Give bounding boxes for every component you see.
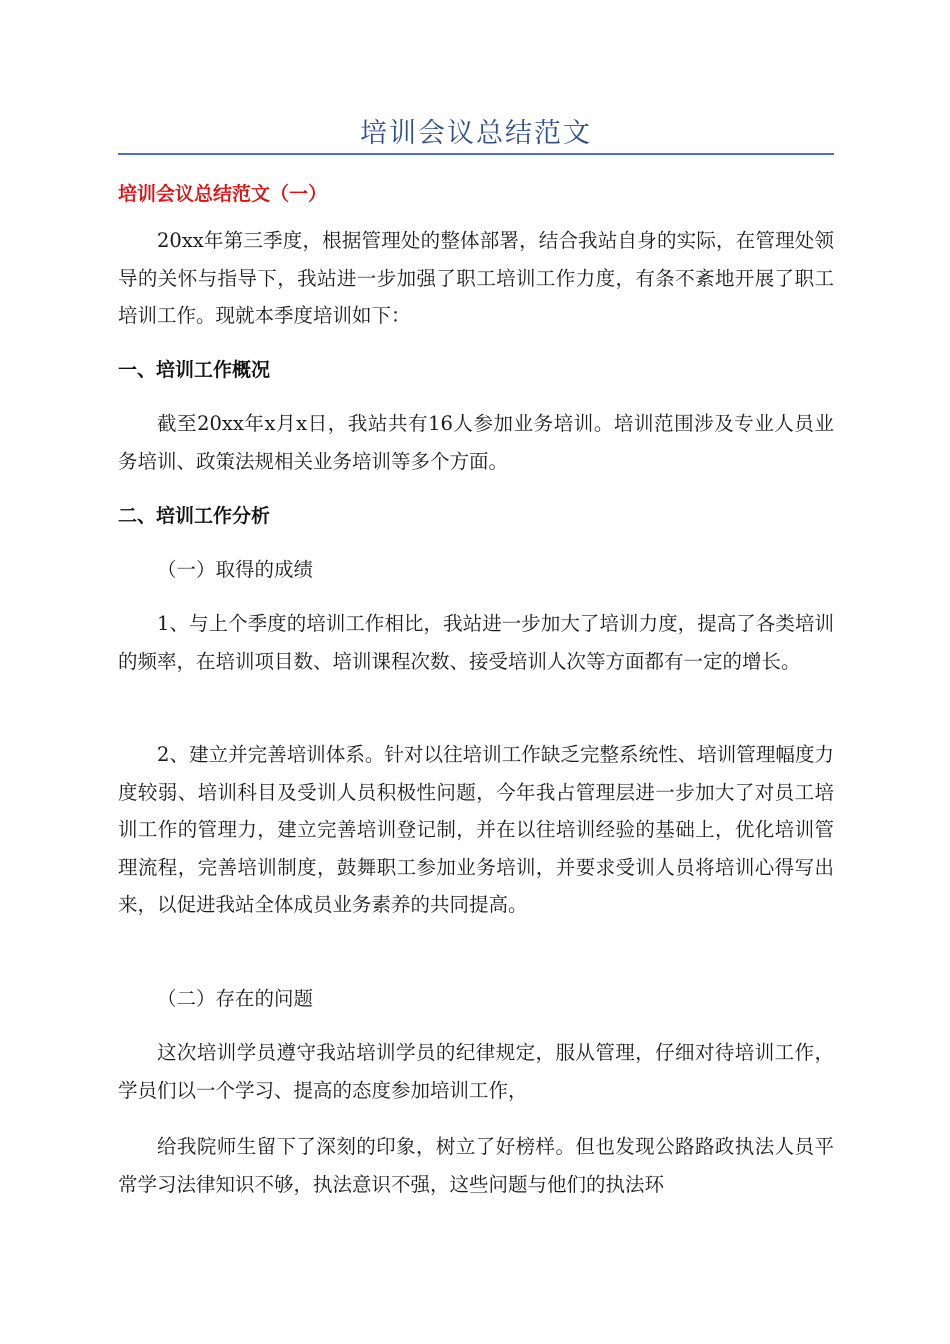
intro-paragraph: 20xx年第三季度，根据管理处的整体部署，结合我站自身的实际，在管理处领导的关怀与指导下，我站进一步加强了职工培训工作力度，有条不紊地开展了职工培训工作。现就本季度培训如下：: [118, 229, 834, 327]
document-title: 培训会议总结范文: [360, 118, 592, 149]
problem-paragraph-1: 这次培训学员遵守我站培训学员的纪律规定，服从管理，仔细对待培训工作，学员们以一个学习、提高的态度参加培训工作，: [118, 1041, 834, 1102]
title-underline: [118, 153, 834, 155]
achievement-paragraph-1: 1、与上个季度的培训工作相比，我站进一步加大了培训力度，提高了各类培训的频率，在培训项目数、培训课程次数、接受培训人次等方面都有一定的增长。: [118, 612, 834, 673]
achievement-paragraph-2: 2、建立并完善培训体系。针对以往培训工作缺乏完整系统性、培训管理幅度力度较弱、培训科目及受训人员积极性问题，今年我占管理层进一步加大了对员工培训工作的管理力，建立完善培训登记制，并在以往培训经验的基础上，优化培训管理流程，完善培训制度，鼓舞职工参加业务培训，并要求受训人员将培训心得写出来，以促进我站全体成员业务素养的共同提高。: [118, 743, 834, 916]
subheading-achievements: （一）取得的成绩: [157, 558, 314, 581]
problem-paragraph-2: 给我院师生留下了深刻的印象，树立了好榜样。但也发现公路路政执法人员平常学习法律知识不够，执法意识不强，这些问题与他们的执法环: [118, 1135, 834, 1196]
heading-overview: 一、培训工作概况: [118, 359, 271, 381]
section-title: 培训会议总结范文（一）: [118, 183, 328, 205]
subheading-problems: （二）存在的问题: [157, 987, 314, 1010]
heading-analysis: 二、培训工作分析: [118, 505, 271, 527]
overview-paragraph: 截至20xx年x月x日，我站共有16人参加业务培训。培训范围涉及专业人员业务培训、政策法规相关业务培训等多个方面。: [118, 412, 834, 473]
